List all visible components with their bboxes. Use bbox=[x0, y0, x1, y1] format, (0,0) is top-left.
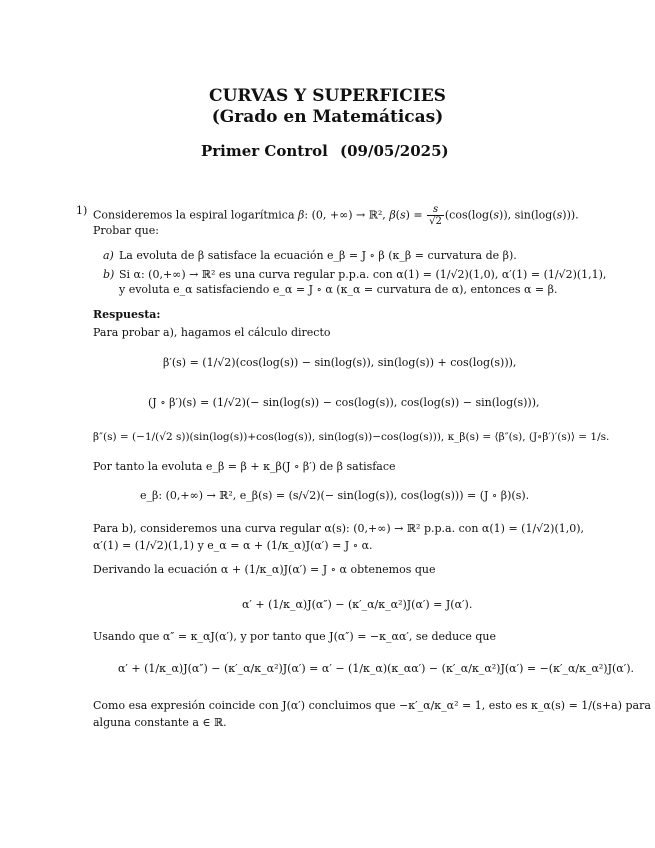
item-a-text: La evoluta de β satisface la ecuación e_β = J ∘ β (κ_β = curvatura de β). bbox=[119, 249, 517, 262]
answer-p1: Para probar a), hagamos el cálculo directo bbox=[93, 326, 331, 339]
equation-5: α′ + (1/κ_α)J(α″) − (κ′_α/κ_α²)J(α′) = J(α′). bbox=[242, 598, 473, 611]
prove-label: Probar que: bbox=[93, 224, 159, 237]
equation-3: β″(s) = (−1/(√2 s))(sin(log(s))+cos(log(s)), sin(log(s))−cos(log(s))), κ_β(s) = ⟨β″(s), (J∘β′)′(s)⟩ = 1/s. bbox=[93, 431, 610, 443]
item-a-label: a) bbox=[103, 249, 114, 262]
exam-name: Primer Control bbox=[201, 142, 328, 160]
page-title: CURVAS Y SUPERFICIES bbox=[209, 86, 446, 106]
answer-p3-line2: α′(1) = (1/√2)(1,1) y e_α = α + (1/κ_α)J(α′) = J ∘ α. bbox=[93, 539, 373, 552]
answer-p2: Por tanto la evoluta e_β = β + κ_β(J ∘ β′) de β satisface bbox=[93, 460, 396, 473]
item-b-line2: y evoluta e_α satisfaciendo e_α = J ∘ α (κ_α = curvatura de α), entonces α = β. bbox=[119, 283, 558, 296]
answer-p5: Usando que α″ = κ_αJ(α′), y por tanto que J(α″) = −κ_αα′, se deduce que bbox=[93, 630, 496, 643]
answer-p3-line1: Para b), consideremos una curva regular α(s): (0,+∞) → ℝ² p.p.a. con α(1) = (1/√2)(1,0), bbox=[93, 522, 585, 535]
problem-number: 1) bbox=[76, 204, 88, 217]
answer-p4: Derivando la ecuación α + (1/κ_α)J(α′) = J ∘ α obtenemos que bbox=[93, 563, 436, 576]
item-b-label: b) bbox=[103, 268, 115, 281]
equation-2: (J ∘ β′)(s) = (1/√2)(− sin(log(s)) − cos(log(s)), cos(log(s)) − sin(log(s))), bbox=[148, 396, 540, 409]
equation-4: e_β: (0,+∞) → ℝ², e_β(s) = (s/√2)(− sin(log(s)), cos(log(s))) = (J ∘ β)(s). bbox=[140, 489, 530, 502]
page-subtitle: (Grado en Matemáticas) bbox=[211, 107, 444, 127]
item-b-line1: Si α: (0,+∞) → ℝ² es una curva regular p.p.a. con α(1) = (1/√2)(1,0), α′(1) = (1/√2)(1,1), bbox=[119, 268, 607, 281]
answer-p6-line1: Como esa expresión coincide con J(α′) concluimos que −κ′_α/κ_α² = 1, esto es κ_α(s) = 1/(s+a) para bbox=[93, 699, 651, 712]
equation-6: α′ + (1/κ_α)J(α″) − (κ′_α/κ_α²)J(α′) = α′ − (1/κ_α)(κ_αα′) − (κ′_α/κ_α²)J(α′) = −(κ′_α/κ_α²)J(α′). bbox=[118, 662, 635, 675]
exam-date: (09/05/2025) bbox=[340, 142, 449, 160]
answer-p6-line2: alguna constante a ∈ ℝ. bbox=[93, 716, 227, 729]
answer-heading: Respuesta: bbox=[93, 308, 161, 321]
problem-statement: Consideremos la espiral logarítmica β: (0, +∞) → ℝ², β(s) = $\frac{s}{√2}$ (cos(log(s)), sin(log(s))). bbox=[93, 204, 579, 227]
equation-1: β′(s) = (1/√2)(cos(log(s)) − sin(log(s)), sin(log(s)) + cos(log(s))), bbox=[163, 356, 517, 369]
